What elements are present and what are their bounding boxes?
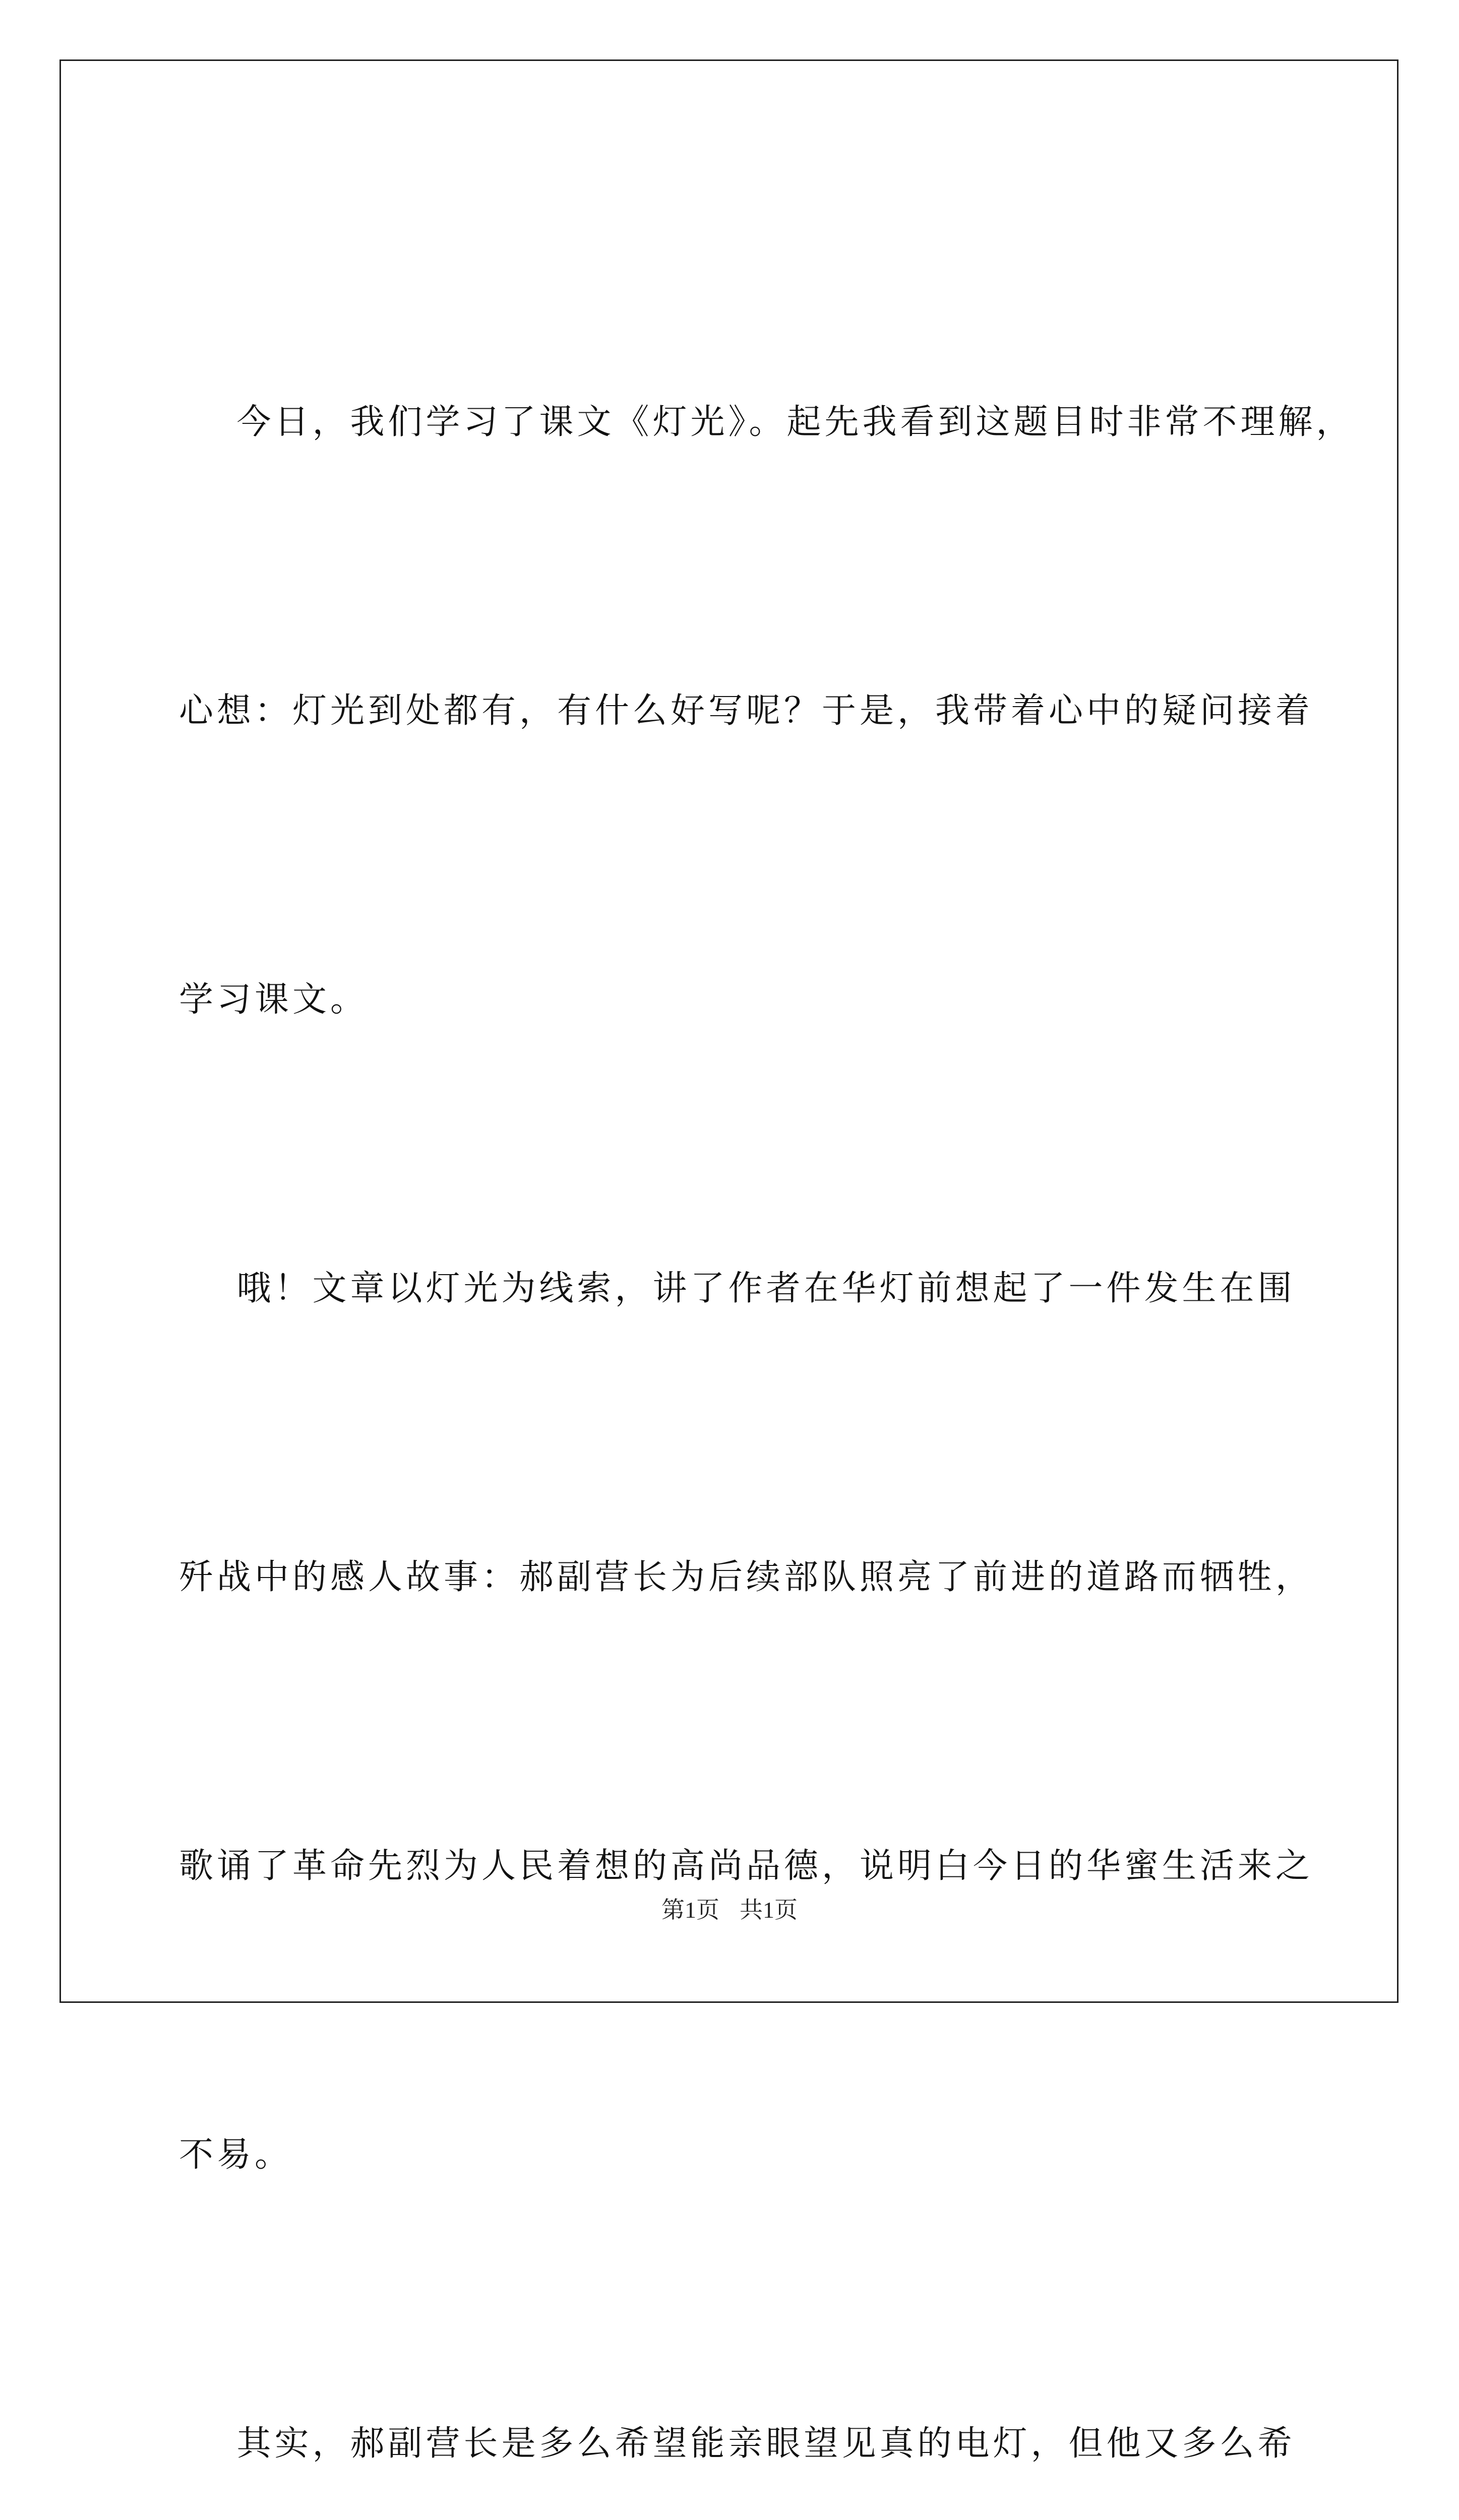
text-line: 不易。 — [179, 2135, 293, 2175]
text-line: 歌诵了革命先烈为人民着想的高尚品德，说明白今日的华蜜生活来之 — [179, 1846, 1314, 1886]
page-number: 第1页 — [661, 1897, 719, 1923]
text-line: 学习课文。 — [179, 980, 369, 1020]
text-line: 哦！文章以灯光为线索，讲了作者在华灯前想起了一件发生在围 — [179, 1269, 1296, 1308]
text-line: 今日，我们学习了课文《灯光》。起先我看到这题目时非常不理解， — [179, 402, 1354, 442]
text-line: 其实，郝副营长是多么希望能亲眼望见真的电灯，但他又多么希 — [179, 2424, 1296, 2464]
page-total: 共1页 — [740, 1897, 798, 1923]
text-line: 心想：灯光到处都有，有什么好写呢？于是，我带着心中的疑问接着 — [179, 691, 1314, 731]
document-body — [179, 181, 1354, 2520]
page-footer — [0, 1895, 1459, 1925]
text-line: 歼战中的感人故事：郝副营长为后续部队照亮了前进的道路而牺牲， — [179, 1557, 1314, 1597]
